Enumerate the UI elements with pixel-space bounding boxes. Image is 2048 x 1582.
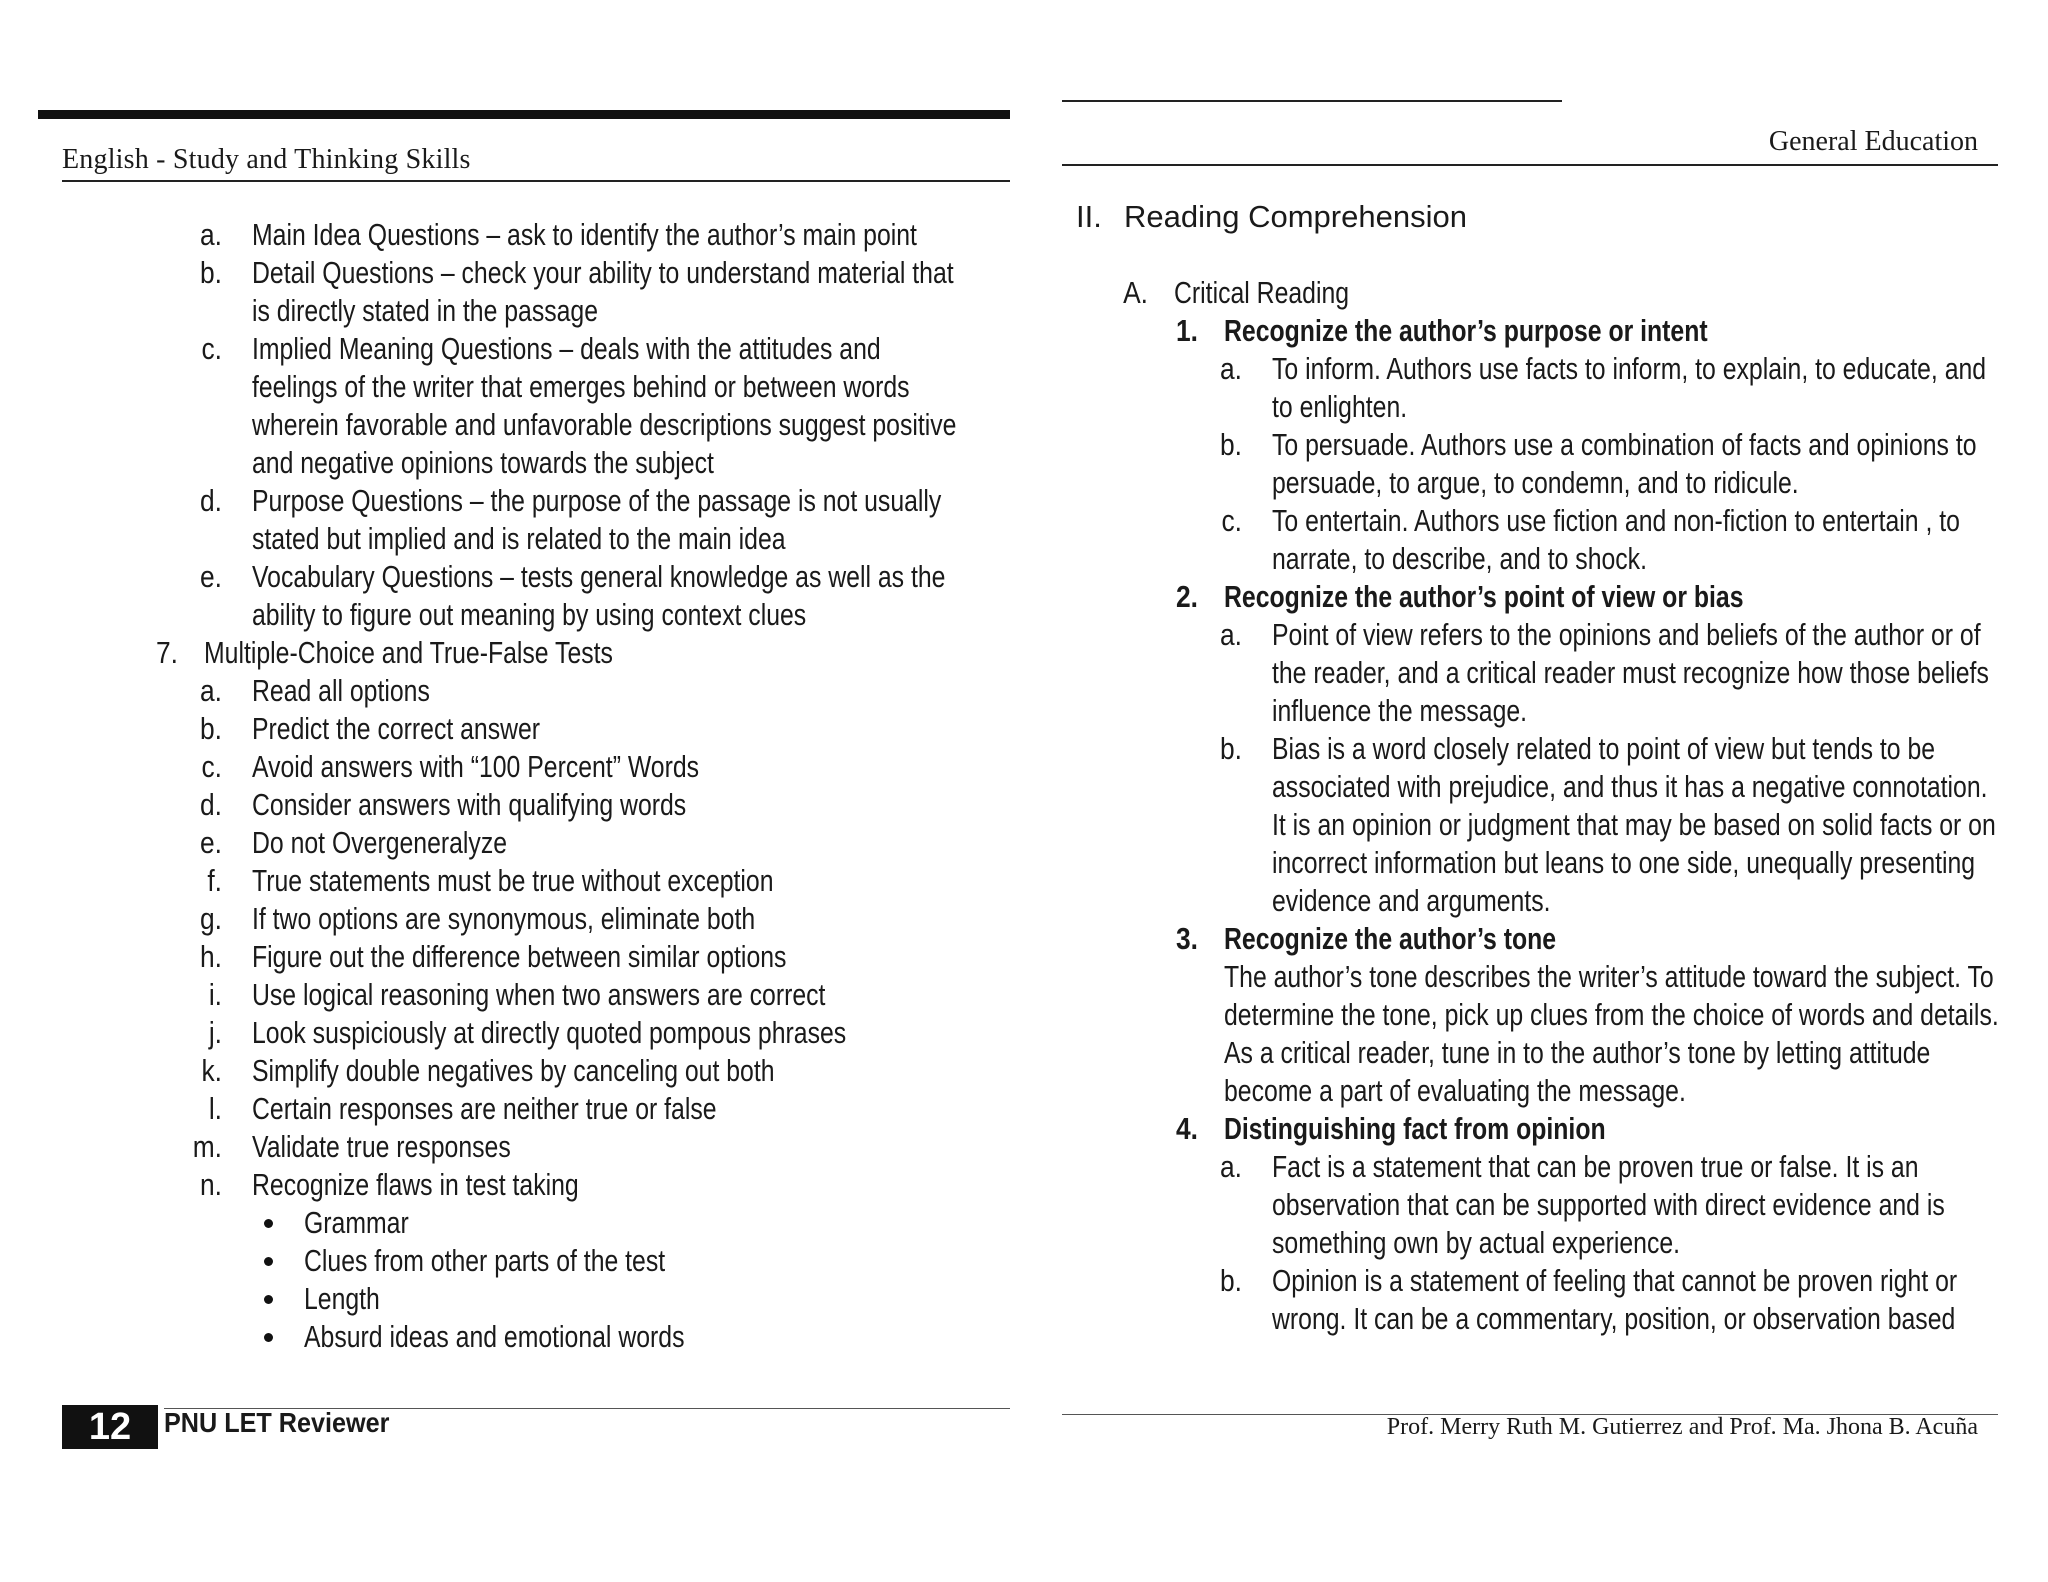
sub-marker: a.: [1220, 1149, 1242, 1184]
paragraph-line: determine the tone, pick up clues from the choice of words and details.: [1224, 997, 1999, 1032]
left-item-line: [252, 254, 954, 292]
tip-text: Certain responses are neither true or false: [252, 1091, 717, 1126]
sub-marker: b.: [1220, 427, 1242, 462]
left-item-line: wherein favorable and unfavorable descriptions suggest positive: [252, 407, 957, 442]
left-item-line: ability to figure out meaning by using context clues: [252, 597, 807, 632]
sub-marker: a.: [1220, 617, 1242, 652]
left-item-marker: e.: [200, 559, 222, 594]
sub-text-line: associated with prejudice, and thus it has a negative connotation.: [1272, 769, 1988, 804]
header-rule-left-under: [62, 180, 1010, 182]
header-rule-right-under: [1062, 164, 1998, 166]
left-item-marker: b.: [200, 255, 222, 290]
tip-marker: j.: [208, 1015, 222, 1050]
left-item-marker: d.: [200, 483, 222, 518]
bullet-text: Length: [304, 1281, 380, 1316]
header-rule-right-top: [1062, 100, 1562, 102]
footer-book-title: PNU LET Reviewer: [164, 1407, 390, 1438]
paragraph-line: The author’s tone describes the writer’s attitude toward the subject. To: [1224, 959, 1994, 994]
left-item-line: [252, 558, 945, 596]
sub-text-line: something own by actual experience.: [1272, 1225, 1681, 1260]
left-item-line: [252, 330, 881, 368]
right-running-header: General Education: [1768, 126, 1978, 157]
section-7-title: Multiple-Choice and True-False Tests: [204, 635, 613, 670]
tip-text: Look suspiciously at directly quoted pompous phrases: [252, 1015, 847, 1050]
sub-text-line: To entertain. Authors use fiction and non-fiction to entertain , to: [1272, 503, 1960, 538]
bullet-dot: [264, 1333, 273, 1342]
paragraph-line: As a critical reader, tune in to the author’s tone by letting attitude: [1224, 1035, 1931, 1070]
subsection-a-marker: A.: [1123, 275, 1148, 310]
item-title: Distinguishing fact from opinion: [1224, 1111, 1606, 1146]
sub-text-line: Opinion is a statement of feeling that cannot be proven right or: [1272, 1263, 1958, 1298]
tip-text: Do not Overgeneralyze: [252, 825, 508, 860]
left-item-marker: a.: [200, 217, 222, 252]
header-rule-left: [38, 110, 1010, 119]
item-number: 1.: [1176, 313, 1198, 348]
sub-marker: c.: [1221, 503, 1242, 538]
bullet-dot: [264, 1257, 273, 1266]
sub-text-line: the reader, and a critical reader must recognize how those beliefs: [1272, 655, 1989, 690]
left-item-desc: – tests general knowledge as well as the: [493, 559, 946, 594]
section-ii-marker: II.: [1076, 199, 1102, 234]
sub-text-line: It is an opinion or judgment that may be based on solid facts or on: [1272, 807, 1996, 842]
sub-text-line: Point of view refers to the opinions and beliefs of the author or of: [1272, 617, 1981, 652]
left-item-line: is directly stated in the passage: [252, 293, 599, 328]
left-item-line: feelings of the writer that emerges behind or between words: [252, 369, 910, 404]
tip-text: Predict the correct answer: [252, 711, 541, 746]
left-item-desc: – deals with the attitudes and: [552, 331, 881, 366]
left-item-term: Detail Questions: [252, 255, 434, 290]
left-running-header: English - Study and Thinking Skills: [62, 144, 471, 175]
bullet-dot: [264, 1295, 273, 1304]
sub-text-line: to enlighten.: [1272, 389, 1408, 424]
tip-marker: c.: [201, 749, 222, 784]
left-item-term: Main Idea Questions: [252, 217, 480, 252]
item-title: Recognize the author’s purpose or intent: [1224, 313, 1708, 348]
tip-marker: e.: [200, 825, 222, 860]
item-number: 3.: [1176, 921, 1198, 956]
tip-text: Figure out the difference between similar options: [252, 939, 787, 974]
left-item-term: Implied Meaning Questions: [252, 331, 553, 366]
tip-text: Avoid answers with “100 Percent” Words: [252, 749, 700, 784]
left-item-line: and negative opinions towards the subject: [252, 445, 714, 480]
left-item-desc: – check your ability to understand material that: [433, 255, 954, 290]
section-7-number: 7.: [156, 635, 178, 670]
item-title: Recognize the author’s point of view or bias: [1224, 579, 1744, 614]
tip-text: Consider answers with qualifying words: [252, 787, 687, 822]
subsection-a-title: Critical Reading: [1174, 275, 1350, 310]
sub-marker: b.: [1220, 731, 1242, 766]
left-item-desc: – the purpose of the passage is not usually: [462, 483, 942, 518]
sub-text-line: influence the message.: [1272, 693, 1528, 728]
tip-marker: g.: [200, 901, 222, 936]
tip-text: If two options are synonymous, eliminate both: [252, 901, 756, 936]
left-item-line: stated but implied and is related to the main idea: [252, 521, 786, 556]
sub-text-line: incorrect information but leans to one side, unequally presenting: [1272, 845, 1976, 880]
sub-text-line: wrong. It can be a commentary, position, or observation based: [1272, 1301, 1956, 1336]
sub-text-line: Fact is a statement that can be proven true or false. It is an: [1272, 1149, 1919, 1184]
sub-text-line: persuade, to argue, to condemn, and to ridicule.: [1272, 465, 1799, 500]
item-number: 4.: [1176, 1111, 1198, 1146]
sub-marker: b.: [1220, 1263, 1242, 1298]
sub-text-line: observation that can be supported with direct evidence and is: [1272, 1187, 1945, 1222]
left-item-term: Vocabulary Questions: [252, 559, 494, 594]
tip-marker: h.: [200, 939, 222, 974]
tip-marker: d.: [200, 787, 222, 822]
tip-marker: n.: [200, 1167, 222, 1202]
item-number: 2.: [1176, 579, 1198, 614]
tip-marker: a.: [200, 673, 222, 708]
tip-marker: i.: [208, 977, 222, 1012]
item-title: Recognize the author’s tone: [1224, 921, 1557, 956]
section-ii-title: Reading Comprehension: [1124, 199, 1467, 234]
tip-text: Read all options: [252, 673, 430, 708]
paragraph-line: become a part of evaluating the message.: [1224, 1073, 1686, 1108]
tip-text: Simplify double negatives by canceling out both: [252, 1053, 775, 1088]
left-item-marker: c.: [201, 331, 222, 366]
page-number-badge: 12: [62, 1405, 158, 1449]
footer-author-credit: Prof. Merry Ruth M. Gutierrez and Prof. Ma. Jhona B. Acuña: [1386, 1414, 1978, 1440]
tip-text: True statements must be true without exception: [252, 863, 774, 898]
sub-text-line: To persuade. Authors use a combination of facts and opinions to: [1272, 427, 1977, 462]
sub-text-line: To inform. Authors use facts to inform, to explain, to educate, and: [1272, 351, 1987, 386]
tip-marker: b.: [200, 711, 222, 746]
sub-text-line: evidence and arguments.: [1272, 883, 1551, 918]
tip-text: Recognize flaws in test taking: [252, 1167, 579, 1202]
bullet-text: Absurd ideas and emotional words: [304, 1319, 685, 1354]
sub-text-line: Bias is a word closely related to point of view but tends to be: [1272, 731, 1936, 766]
sub-marker: a.: [1220, 351, 1242, 386]
left-item-term: Purpose Questions: [252, 483, 463, 518]
tip-text: Use logical reasoning when two answers are correct: [252, 977, 826, 1012]
left-item-desc: – ask to identify the author’s main point: [479, 217, 917, 252]
tip-marker: k.: [201, 1053, 222, 1088]
bullet-text: Grammar: [304, 1205, 409, 1240]
tip-marker: l.: [208, 1091, 222, 1126]
tip-marker: f.: [207, 863, 222, 898]
bullet-text: Clues from other parts of the test: [304, 1243, 666, 1278]
left-item-line: [252, 482, 941, 520]
tip-text: Validate true responses: [252, 1129, 511, 1164]
tip-marker: m.: [192, 1129, 222, 1164]
left-item-line: [252, 216, 917, 254]
bullet-dot: [264, 1219, 273, 1228]
sub-text-line: narrate, to describe, and to shock.: [1272, 541, 1647, 576]
